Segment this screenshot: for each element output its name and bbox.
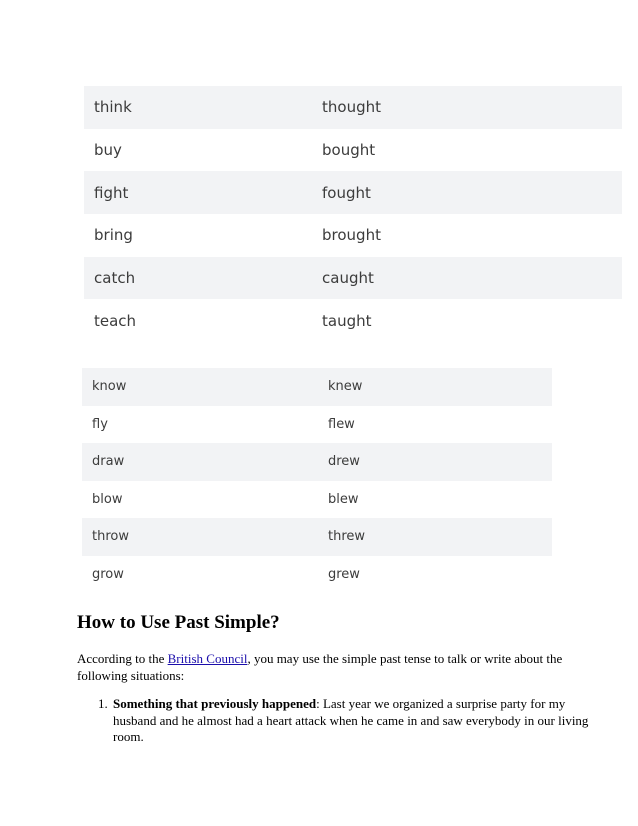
base-verb: fly	[82, 406, 318, 444]
base-verb: draw	[82, 443, 318, 481]
verb-table-1	[84, 86, 622, 342]
table-row	[82, 368, 552, 406]
past-verb: flew	[318, 406, 552, 444]
section-heading: How to Use Past Simple?	[77, 612, 280, 633]
verb-table-2	[82, 368, 552, 593]
past-verb: blew	[318, 481, 552, 519]
table-row	[84, 129, 622, 172]
past-verb: knew	[318, 368, 552, 406]
base-verb: buy	[84, 129, 312, 172]
past-verb: grew	[318, 556, 552, 594]
base-verb: fight	[84, 171, 312, 214]
past-verb: taught	[312, 299, 622, 342]
list-item-text: : Last year we organized a surprise party for my husband and he almost had a heart attack when he came in and saw everybody in our living room.	[113, 696, 589, 744]
base-verb: know	[82, 368, 318, 406]
situations-list	[77, 696, 591, 746]
table-row	[84, 299, 622, 342]
table-row	[82, 481, 552, 519]
intro-text-before: According to the	[77, 651, 168, 666]
table-row	[82, 406, 552, 444]
base-verb: blow	[82, 481, 318, 519]
past-verb: fought	[312, 171, 622, 214]
base-verb: throw	[82, 518, 318, 556]
table-row	[84, 171, 622, 214]
past-verb: thought	[312, 86, 622, 129]
table-row	[82, 443, 552, 481]
list-item-title: Something that previously happened	[113, 696, 317, 711]
past-verb: bought	[312, 129, 622, 172]
list-item	[111, 696, 591, 746]
table-row	[84, 86, 622, 129]
base-verb: catch	[84, 257, 312, 300]
intro-text-after: , you may use the simple past tense to talk or write about the following situations:	[77, 651, 563, 683]
base-verb: teach	[84, 299, 312, 342]
intro-paragraph	[77, 651, 567, 684]
past-verb: threw	[318, 518, 552, 556]
base-verb: think	[84, 86, 312, 129]
british-council-link[interactable]: British Council	[167, 651, 248, 666]
table-row	[84, 214, 622, 257]
past-verb: drew	[318, 443, 552, 481]
table-row	[84, 257, 622, 300]
past-verb: brought	[312, 214, 622, 257]
past-verb: caught	[312, 257, 622, 300]
table-row	[82, 556, 552, 594]
base-verb: grow	[82, 556, 318, 594]
table-row	[82, 518, 552, 556]
base-verb: bring	[84, 214, 312, 257]
